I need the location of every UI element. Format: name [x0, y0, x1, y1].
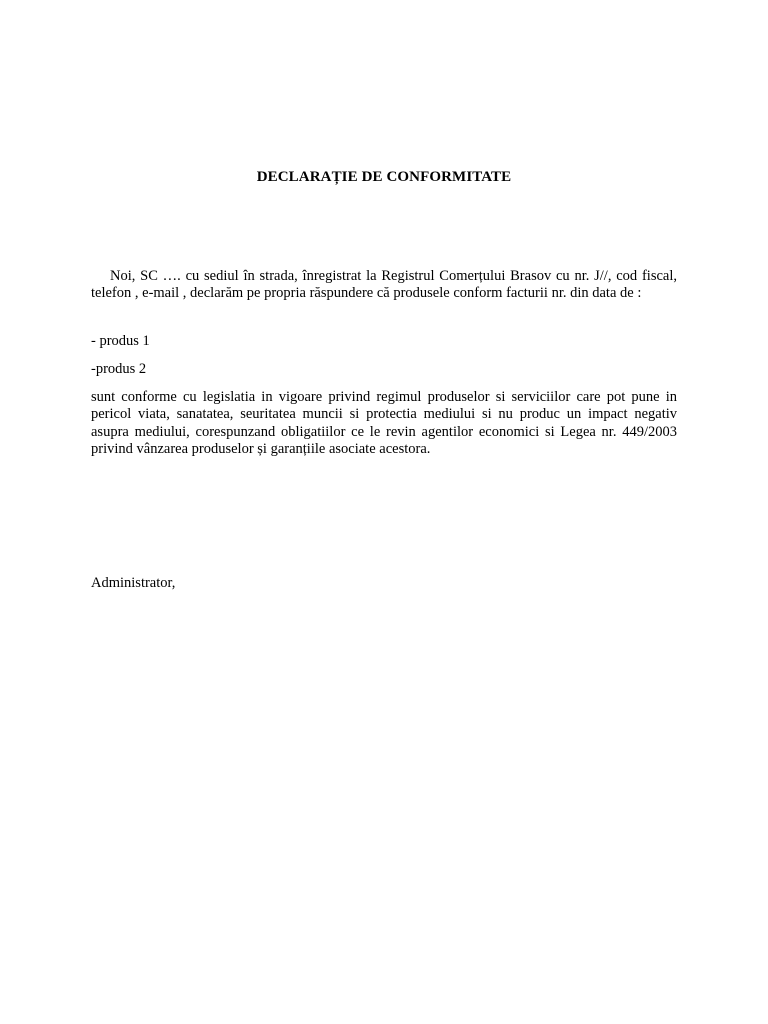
intro-paragraph: Noi, SC …. cu sediul în strada, înregistrat la Registrul Comerțului Brasov cu nr. J//, cod fiscal, telefon , e-mail , declarăm pe propria răspundere că produsele conform facturii nr. din data de : — [91, 268, 677, 301]
product-item-2: -produs 2 — [91, 361, 147, 377]
document-title: DECLARAȚIE DE CONFORMITATE — [256, 169, 512, 185]
product-item-1: - produs 1 — [91, 333, 150, 349]
conformity-paragraph: sunt conforme cu legislatia in vigoare privind regimul produselor si serviciilor care pot pune in pericol viata, sanatatea, seuritatea muncii si protectia mediului si nu produc un impact negativ asupra mediului, corespunzand obligatiilor ce le revin agentilor economici si Legea nr. 449/2003 privind vânzarea produselor și garanțiile asociate acestora. — [91, 389, 677, 457]
signature-label: Administrator, — [91, 575, 176, 591]
